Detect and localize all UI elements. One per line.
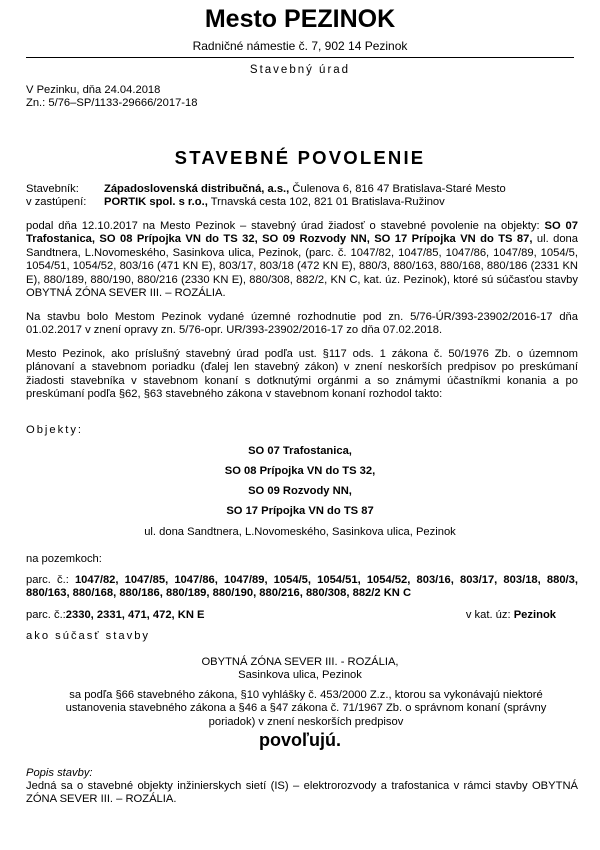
- part-of-label: ako súčasť stavby: [26, 630, 151, 642]
- description-text: Jedná sa o stavebné objekty inžinierskych sietí (IS) – elektrorozvody a trafostanica v rámci stavby OBYTNÁ ZÓNA SEVER III. – ROZÁLIA.: [26, 780, 578, 806]
- file-number: Zn.: 5/76–SP/1133-29666/2017-18: [26, 97, 198, 109]
- parcel-numbers-e: 2330, 2331, 471, 472, KN E: [65, 609, 205, 621]
- object-item: SO 09 Rozvody NN,: [248, 485, 352, 497]
- objects-label: Objekty:: [26, 424, 84, 436]
- municipality-title: Mesto PEZINOK: [204, 5, 396, 33]
- builder-label: Stavebník:: [26, 183, 79, 195]
- decision-basis-paragraph: Mesto Pezinok, ako príslušný stavebný úrad podľa ust. §117 ods. 1 zákona č. 50/1976 Zb. o územnom plánovaní a stavebnom poriadku (ďalej len stavebný zákon) v znení neskorších predpisov po preskúmaní žiadosti stavebníka v stavebnom konaní s dotknutými orgánmi a so známymi účastníkmi konania a po preskúmaní podľa §62, §63 stavebného zákona v stavebnom konaní rozhodol takto:: [26, 348, 578, 401]
- application-paragraph: [26, 220, 578, 300]
- parcel-list-c: [26, 574, 578, 601]
- cadastral-prefix: v kat. úz:: [465, 609, 514, 621]
- project-name: OBYTNÁ ZÓNA SEVER III. - ROZÁLIA,: [201, 656, 399, 668]
- parcel-numbers-c: 1047/82, 1047/85, 1047/86, 1047/89, 1054/5, 1054/51, 1054/52, 803/16, 803/17, 803/18, 880/3, 880/163, 880/168, 880/186, 880/189, 880/190, 880/216, 880/308, 882/2 KN C: [26, 574, 578, 600]
- object-streets: ul. dona Sandtnera, L.Novomeského, Sasinkova ulica, Pezinok: [144, 526, 456, 538]
- representative-row: [26, 196, 578, 209]
- representative-label: v zastúpení:: [26, 196, 87, 208]
- builder-address: Čulenova 6, 816 47 Bratislava-Staré Mesto: [292, 183, 506, 195]
- application-objects: SO 07 Trafostanica, SO 08 Prípojka VN do TS 32, SO 09 Rozvody NN, SO 17 Prípojka VN do TS 87,: [26, 220, 578, 246]
- application-details: ul. dona Sandtnera, L.Novomeského, Sasinkova ulica, Pezinok, (parc. č. 1047/82, 1047/85, 1047/86, 1047/89, 1054/5, 1054/51, 1054/52, 803/16 (471 KN E), 803/17, 803/18 (472 KN E), 880/3, 880/163, 880/168, 880/186 (2331 KN E), 880/189, 880/190, 880/216 (2330 KN E), 880/308, 882/2, KN C, kat. úz. Pezinok), ktoré sú súčasťou stavby OBYTNÁ ZÓNA SEVER III. – ROZÁLIA.: [26, 233, 579, 300]
- cadastral-name: Pezinok: [513, 609, 556, 621]
- builder-row: [26, 183, 578, 196]
- header-divider: [26, 57, 574, 58]
- office-name: Stavebný úrad: [249, 64, 351, 76]
- parcel-list-e: [26, 609, 578, 622]
- builder-name: Západoslovenská distribučná, a.s.,: [104, 183, 290, 195]
- municipality-address: Radničné námestie č. 7, 902 14 Pezinok: [192, 39, 408, 53]
- object-item: SO 17 Prípojka VN do TS 87: [226, 505, 374, 517]
- parcel-prefix: parc. č.:: [26, 609, 66, 621]
- description-label: Popis stavby:: [26, 767, 93, 779]
- document-title: STAVEBNÉ POVOLENIE: [174, 147, 426, 168]
- cadastral-area: [466, 609, 556, 622]
- project-address: Sasinkova ulica, Pezinok: [238, 669, 362, 681]
- application-intro: podal dňa 12.10.2017 na Mesto Pezinok – stavebný úrad žiadosť o stavebné povolenie na objekty:: [26, 220, 545, 232]
- zoning-paragraph: Na stavbu bolo Mestom Pezinok vydané územné rozhodnutie pod zn. 5/76-ÚR/393-23902/2016-17 dňa 01.02.2017 v znení opravy zn. 5/76-opr. UR/393-23902/2016-17 zo dňa 07.02.2018.: [26, 311, 578, 337]
- legal-basis: sa podľa §66 stavebného zákona, §10 vyhlášky č. 453/2000 Z.z., ktorou sa vykonávajú niektoré ustanovenia stavebného zákona a §46 a §47 zákona č. 71/1967 Zb. o správnom konaní (správny poriadok) v znení neskorších predpisov: [65, 689, 547, 728]
- place-date: V Pezinku, dňa 24.04.2018: [26, 84, 161, 96]
- parcel-prefix: parc. č.:: [26, 574, 75, 586]
- plots-label: na pozemkoch:: [26, 553, 102, 565]
- decision-verdict: povoľujú.: [259, 730, 341, 750]
- object-item: SO 07 Trafostanica,: [248, 445, 352, 457]
- representative-address: Trnavská cesta 102, 821 01 Bratislava-Ružinov: [210, 196, 445, 208]
- object-item: SO 08 Prípojka VN do TS 32,: [224, 465, 376, 477]
- representative-name: PORTIK spol. s r.o.,: [104, 196, 208, 208]
